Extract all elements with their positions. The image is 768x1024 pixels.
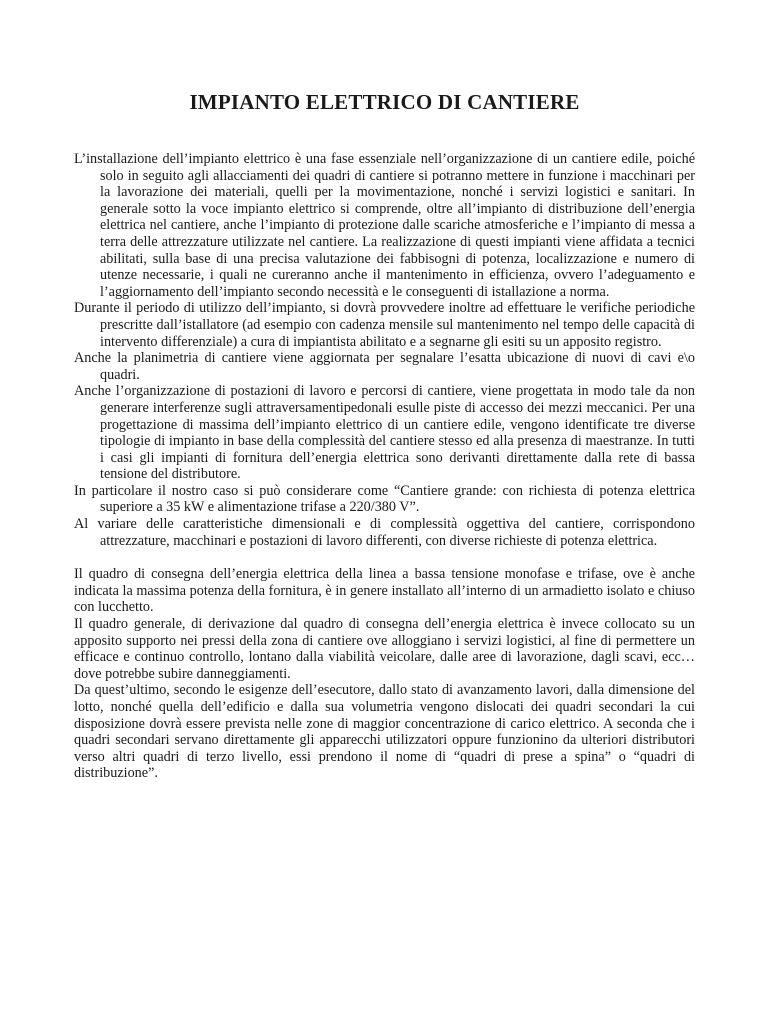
first-text-block: [74, 151, 695, 549]
paragraph-site-characteristics: Al variare delle caratteristiche dimensionali e di complessità oggettiva del cantiere, corrispondono attrezzature, macchinari e postazioni di lavoro differenti, con diverse richieste di potenza elettrica.: [74, 516, 695, 549]
document-title: IMPIANTO ELETTRICO DI CANTIERE: [189, 90, 580, 114]
paragraph-work-stations: Anche l’organizzazione di postazioni di lavoro e percorsi di cantiere, viene progettata in modo tale da non generare interferenze sugli attraversamentipedonali esulle piste di accesso dei mezzi meccanici. Per una progettazione di massima dell’impianto elettrico di un cantiere edile, vengono identificate tre diverse tipologie di impianto in base della complessità del cantiere stesso ed alla presenza di maestranze. In tutti i casi gli impianti di fornitura dell’energia elettrica sono derivanti direttamente dalla rete di bassa tensione del distributore.: [74, 383, 695, 483]
paragraph-large-site: In particolare il nostro caso si può considerare come “Cantiere grande: con richiesta di potenza elettrica superiore a 35 kW e alimentazione trifase a 220/380 V”.: [74, 482, 695, 516]
paragraph-installation: L’installazione dell’impianto elettrico è una fase essenziale nell’organizzazione di un cantiere edile, poiché solo in seguito agli allacciamenti dei quadri di cantiere si potranno mettere in funzione i macchinari per la lavorazione dei materiali, quelli per la movimentazione, nonché i servizi logistici e sanitari. In generale sotto la voce impianto elettrico si comprende, oltre all’impianto di distribuzione dell’energia elettrica nel cantiere, anche l’impianto di protezione dalle scariche atmosferiche e l’impianto di messa a terra delle attrezzature utilizzate nel cantiere. La realizzazione di questi impianti viene affidata a tecnici abilitati, sulla base di una precisa valutazione dei fabbisogni di potenza, localizzazione e numero di utenze necessarie, i quali ne cureranno anche il mantenimento in efficienza, ovvero l’adeguamento e l’aggiornamento dell’impianto secondo necessità e le conseguenti di istallazione a norma.: [74, 151, 695, 300]
paragraph-periodic-checks: Durante il periodo di utilizzo dell’impianto, si dovrà provvedere inoltre ad effettuare le verifiche periodiche prescritte dall’istallatore (ad esempio con cadenza mensile sul mantenimento nel tempo delle capacità di intervento differenziale) a cura di impiantista abilitato e a segnarne gli esiti su un apposito registro.: [74, 300, 695, 350]
document-page: [74, 0, 695, 782]
paragraph-site-plan: Anche la planimetria di cantiere viene aggiornata per segnalare l’esatta ubicazione di nuovi di cavi e\o quadri.: [74, 350, 695, 383]
paragraph-general-panel: Il quadro generale, di derivazione dal quadro di consegna dell’energia elettrica è invece collocato su un apposito supporto nei pressi della zona di cantiere ove alloggiano i servizi logistici, al fine di permettere un efficace e continuo controllo, lontano dalla viabilità veicolare, dalle aree di lavorazione, dagli scavi, ecc…dove potrebbe subire danneggiamenti.: [74, 616, 695, 682]
second-text-block: [74, 566, 695, 782]
paragraph-delivery-panel: Il quadro di consegna dell’energia elettrica della linea a bassa tensione monofase e trifase, ove è anche indicata la massima potenza della fornitura, è in genere installato all’interno di un armadietto isolato e chiuso con lucchetto.: [74, 566, 695, 616]
paragraph-secondary-panels: Da quest’ultimo, secondo le esigenze dell’esecutore, dallo stato di avanzamento lavori, dalla dimensione del lotto, nonché quella dell’edificio e dalla sua volumetria vengono dislocati dei quadri secondari la cui disposizione dovrà essere prevista nelle zone di maggior concentrazione di carico elettrico. A seconda che i quadri secondari servano direttamente gli apparecchi utilizzatori oppure funzionino da ulteriori distributori verso altri quadri di terzo livello, essi prendono il nome di “quadri di prese a spina” o “quadri di distribuzione”.: [74, 682, 695, 782]
